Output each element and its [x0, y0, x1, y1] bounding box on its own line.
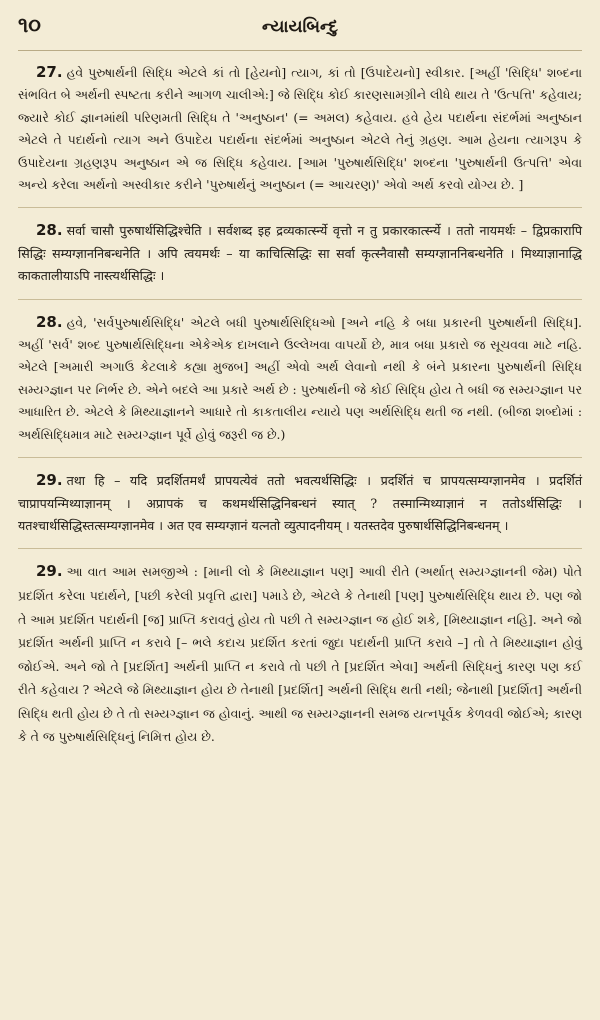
section-divider — [18, 207, 582, 208]
paragraph-text: હવે પુરુષાર્થની સિદ્ધિ એટલે કાં તો [હેયનો] ત્યાગ, કાં તો [ઉપાદેયનો] સ્વીકાર. [અહીં 'સિદ્ધિ' શબ્દના સંભવિત બે અર્થની સ્પષ્ટતા કરીને આગળ ચાલીએ:] જે સિદ્ધિ કોઈ કારણસામગ્રીને લીધે થાય તે 'ઉત્પત્તિ' કહેવાય; જ્યારે કોઈ જ્ઞાનમાંથી પરિણમતી સિદ્ધિ તે 'અનુષ્ઠાન' (= અમલ) કહેવાય. હવે હેય પદાર્થના સંદર્ભમાં અનુષ્ઠાન એટલે તે પદાર્થનો ત્યાગ અને ઉપાદેય પદાર્થના સંદર્ભમાં અનુષ્ઠાન એટલે તેનું ગ્રહણ. આમ હેયના ત્યાગરૂપ કે ઉપાદેયના ગ્રહણરૂપ અનુષ્ઠાન એ જ સિદ્ધિ કહેવાય. [આમ 'પુરુષાર્થસિદ્ધિ' શબ્દના 'પુરુષાર્થની ઉત્પત્તિ' એવા અન્યે કરેલા અર્થનો અસ્વીકાર કરીને 'પુરુષાર્થનું અનુષ્ઠાન (= આચરણ)' એવો અર્થ કરવો યોગ્ય છે. ] — [18, 65, 582, 193]
running-title: ન્યાયબિન્દુ — [261, 17, 339, 37]
section-divider — [18, 299, 582, 300]
paragraph-text: तथा हि – यदि प्रदर्शितमर्थं प्रापयत्येवं ततो भवत्यर्थसिद्धिः । प्रदर्शितं च प्रापयत्सम्यग्ज्ञानमेव । प्रदर्शितं चाप्रापयन्मिथ्याज्ञानम् । अप्रापकं च कथमर्थसिद्धिनिबन्धनं स्यात् ? तस्मान्मिथ्याज्ञानं न ततोऽर्थसिद्धिः । यतश्चार्थसिद्धिस्तत्सम्यग्ज्ञानमेव । अत एव सम्यग्ज्ञानं यत्नतो व्युत्पादनीयम् । यतस्तदेव पुरुषार्थसिद्धिनिबन्धनम् । — [18, 473, 582, 533]
paragraph-text: આ વાત આમ સમજીએ : [માની લો કે મિથ્યાજ્ઞાન પણ] આવી રીતે (અર્થાત્ સમ્યગ્જ્ઞાનની જેમ) પોતે પ્રદર્શિત કરેલા પદાર્થને, [પછી કરેલી પ્રવૃત્તિ દ્વારા] પમાડે છે, એટલે કે તેનાથી [પણ] પુરુષાર્થસિદ્ધિ થાય છે. પણ જો તે આમ પ્રદર્શિત પદાર્થની [જ] પ્રાપ્તિ કરાવતું હોય તો પછી તે સમ્યગ્જ્ઞાન જ હોઈ શકે, [મિથ્યાજ્ઞાન નહિ]. અને જો પ્રદર્શિત અર્થની પ્રાપ્તિ ન કરાવે [– ભલે કદાચ પ્રદર્શિત કરતાં જુદા પદાર્થની પ્રાપ્તિ કરાવે –] તો તે મિથ્યાજ્ઞાન હોવું જોઈએ. અને જો તે [પ્રદર્શિત] અર્થની પ્રાપ્તિ ન કરાવે તો પછી તે [પ્રદર્શિત એવા] અર્થની સિદ્ધિનું કારણ પણ કઈ રીતે કહેવાય ? એટલે જે મિથ્યાજ્ઞાન હોય છે તેનાથી [પ્રદર્શિત] અર્થની સિદ્ધિ થતી નથી; જેનાથી [પ્રદર્શિત] અર્થની સિદ્ધિ થતી હોય છે તે તો સમ્યગ્જ્ઞાન જ હોવાનું. આથી જ સમ્યગ્જ્ઞાનની સમજ યત્નપૂર્વક કેળવવી જોઈએ; કારણ કે તે જ પુરુષાર્થસિદ્ધિનું નિમિત્ત હોય છે. — [18, 564, 582, 745]
paragraph-number: 28. — [36, 312, 63, 331]
paragraph-29-sanskrit — [18, 469, 582, 537]
paragraph-28-sanskrit — [18, 219, 582, 287]
paragraph-text: હવે, 'સર્વપુરુષાર્થસિદ્ધિ' એટલે બધી પુરુષાર્થસિદ્ધિઓ [અને નહિ કે બધા પ્રકારની પુરુષાર્થની સિદ્ધિ]. અહીં 'સર્વ' શબ્દ પુરુષાર્થસિદ્ધિના એકેએક દાખલાને ઉલ્લેખવા વાપર્યો છે, માત્ર બધા પ્રકારો જ સૂચવવા માટે નહિ. એટલે [અમારી અગાઉ કેટલાકે કહ્યા મુજબ] અહીં એવો અર્થ લેવાનો નથી કે બંને પ્રકારના પુરુષાર્થની સિદ્ધિ સમ્યગ્જ્ઞાન પર નિર્ભર છે. એને બદલે આ પ્રકારે અર્થ છે : પુરુષાર્થની જે કોઈ સિદ્ધિ હોય તે બધી જ સમ્યગ્જ્ઞાન પર આધારિત છે. એટલે કે મિથ્યાજ્ઞાનને આધારે તો કાકતાલીય ન્યાયે પણ અર્થસિદ્ધિ થતી જ નથી. (બીજા શબ્દોમાં : અર્થસિદ્ધિમાત્ર માટે સમ્યગ્જ્ઞાન પૂર્વે હોવું જરૂરી જ છે.) — [18, 314, 582, 442]
paragraph-29-gujarati — [18, 560, 582, 749]
page-number: ૧૦ — [18, 12, 41, 37]
paragraph-28-gujarati — [18, 311, 582, 446]
paragraph-number: 28. — [36, 221, 63, 240]
section-divider — [18, 457, 582, 458]
paragraph-number: 29. — [36, 562, 63, 581]
page-header — [18, 12, 582, 51]
paragraph-number: 27. — [36, 63, 63, 81]
paragraph-27-gujarati — [18, 61, 582, 196]
paragraph-text: सर्वा चासौ पुरुषार्थसिद्धिश्चेति । सर्वशब्द इह द्रव्यकार्त्स्न्ये वृत्तो न तु प्रकारकार्त्स्न्ये । ततो नायमर्थः – द्विप्रकारापि सिद्धिः सम्यग्ज्ञाननिबन्धनेति । अपि त्वयमर्थः – या काचित्सिद्धिः सा सर्वा कृत्स्नैवासौ सम्यग्ज्ञाननिबन्धनेति । मिथ्याज्ञानाद्धि काकतालीयाऽपि नास्त्यर्थसिद्धिः । — [18, 223, 582, 284]
section-divider — [18, 548, 582, 549]
paragraph-number: 29. — [36, 471, 63, 490]
